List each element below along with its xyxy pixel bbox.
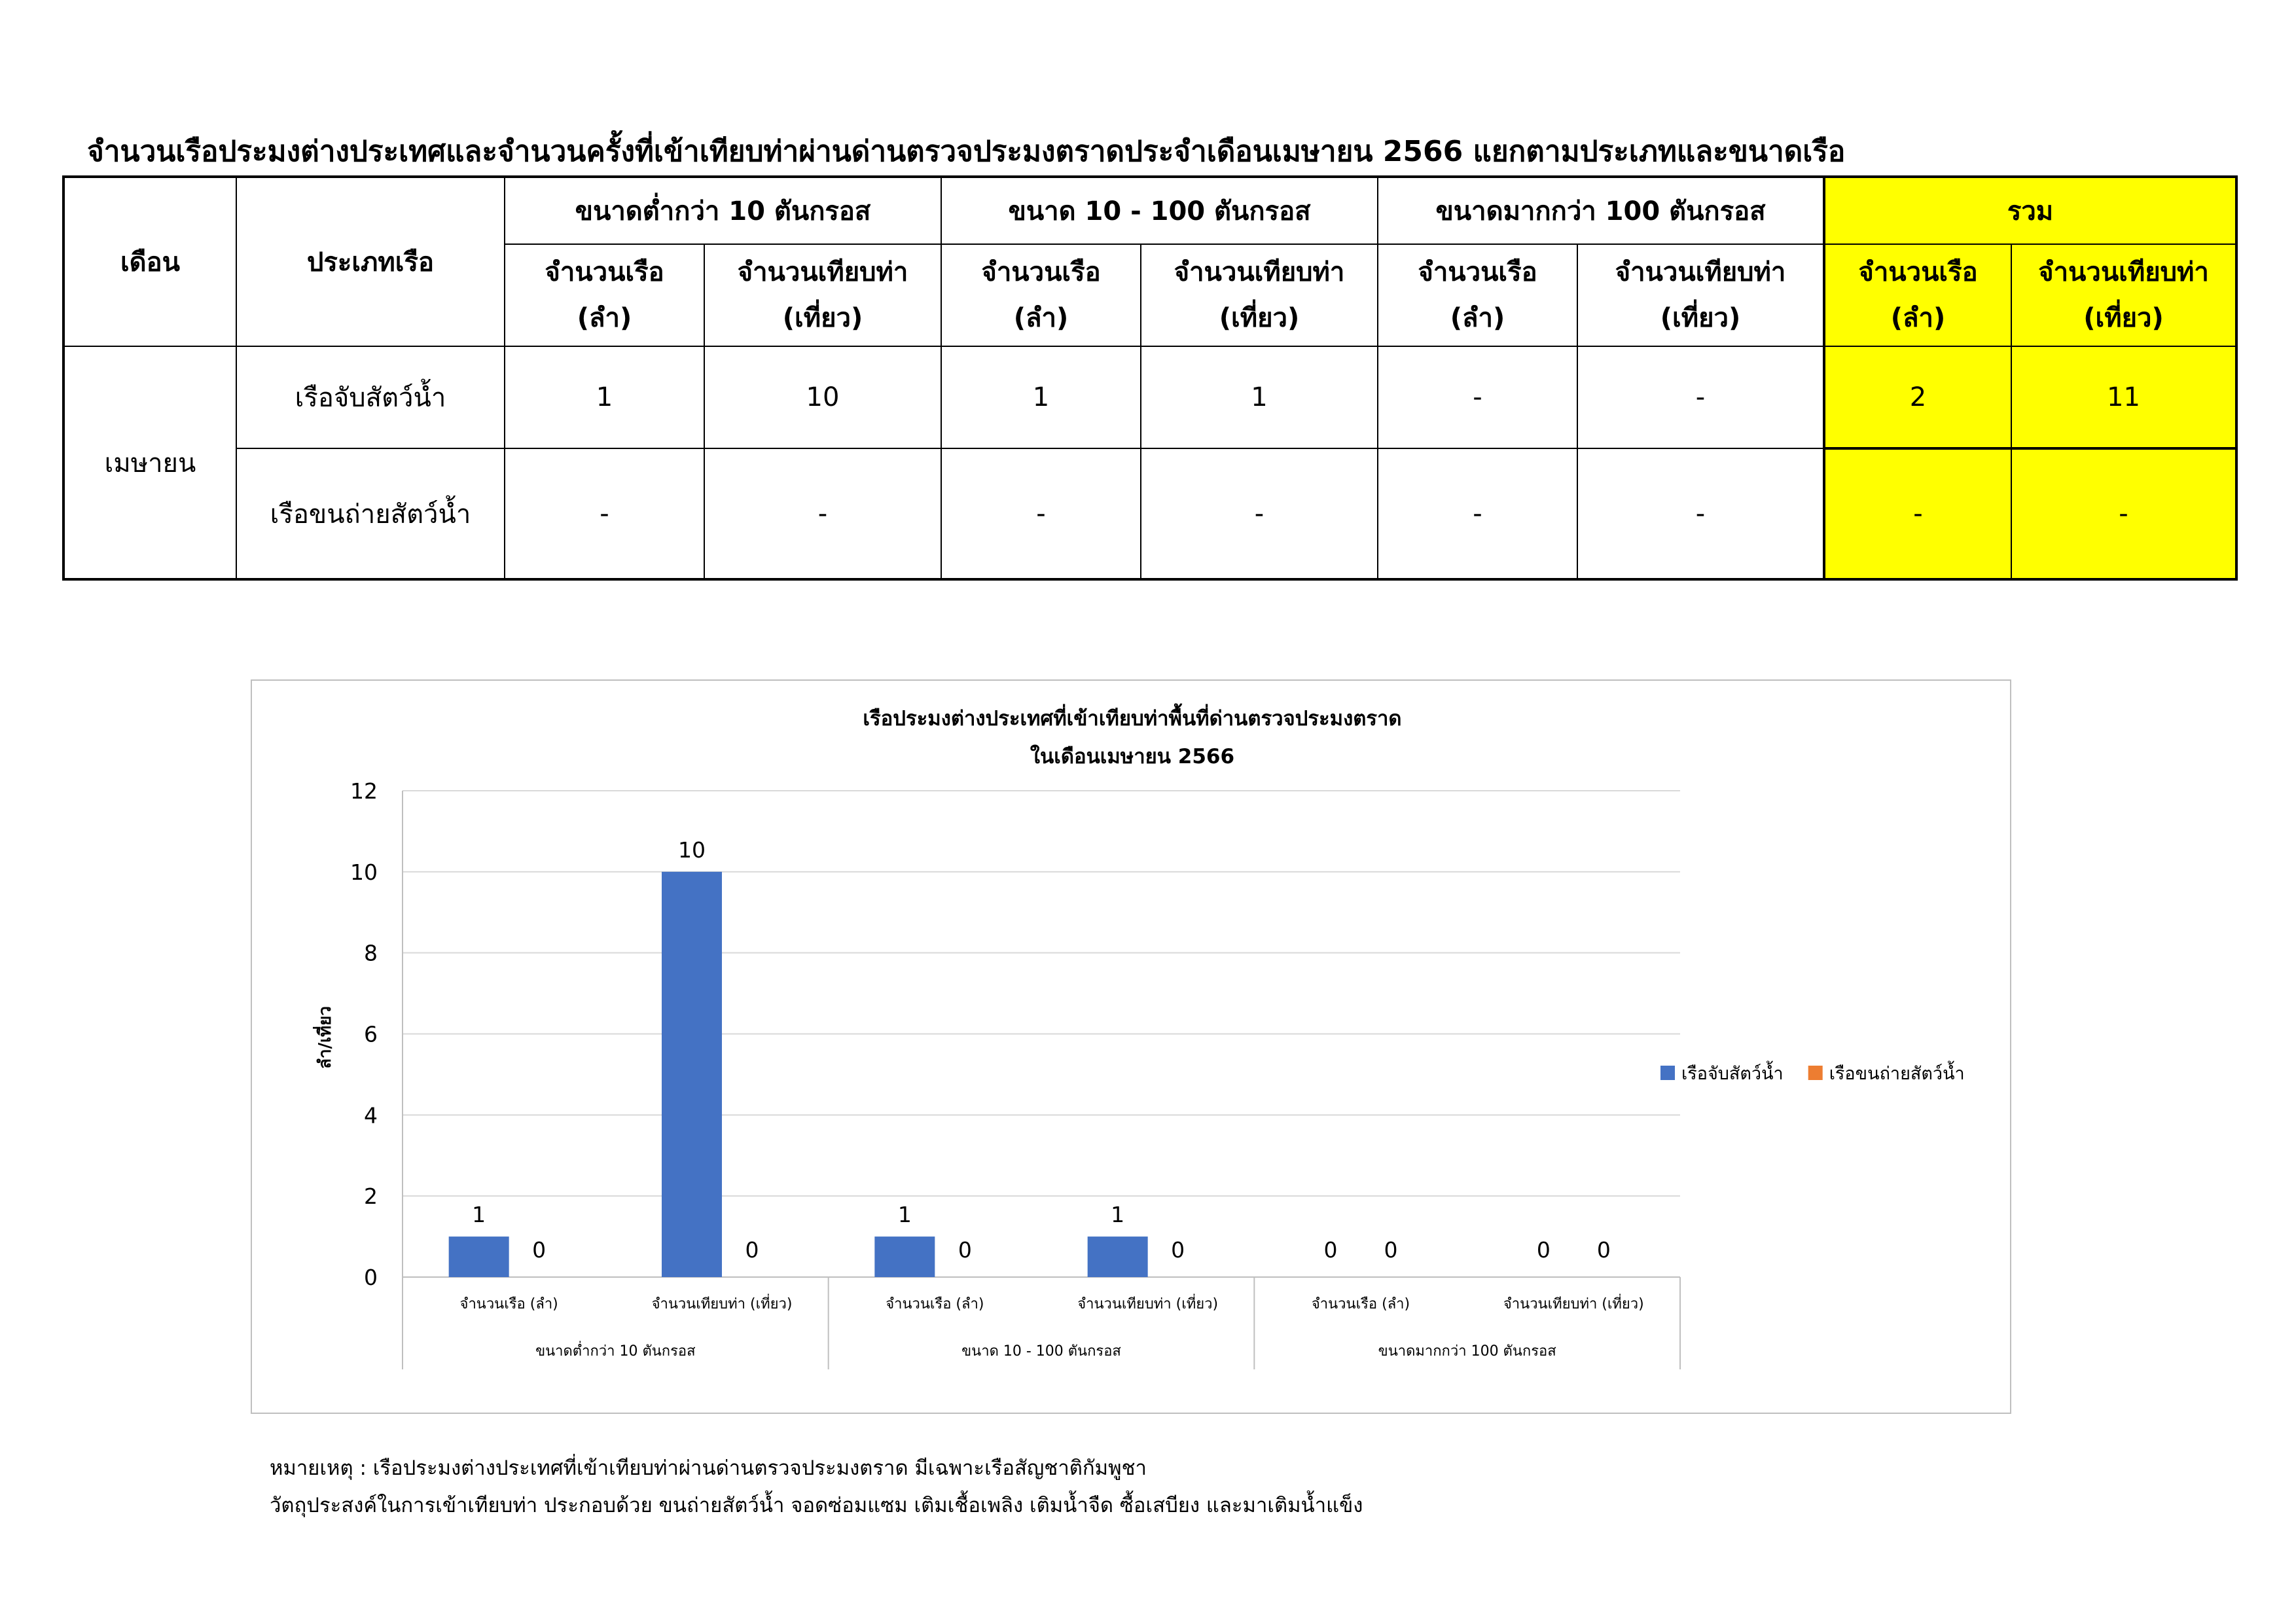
legend-label: เรือขนถ่ายสัตว์น้ำ: [1829, 1064, 1965, 1084]
subheader-trips-total: จำนวนเทียบท่า (เที่ยว): [2011, 244, 2236, 346]
bar-fishing: [449, 1236, 509, 1277]
table-cell: 1: [505, 346, 704, 448]
y-tick-label: 8: [364, 940, 378, 966]
data-label: 1: [1111, 1202, 1125, 1228]
table-cell: 10: [704, 346, 941, 448]
bar-fishing: [874, 1236, 935, 1277]
month-cell: เมษายน: [63, 346, 236, 579]
chart-title: เรือประมงต่างประเทศที่เข้าเทียบท่าพื้นที่ด่านตรวจประมงตราด: [863, 707, 1402, 731]
y-tick-label: 6: [364, 1021, 378, 1047]
x-tick-label: จำนวนเทียบท่า (เที่ยว): [1077, 1296, 1219, 1312]
table-cell: -: [1378, 448, 1577, 579]
row-type-fishing: เรือจับสัตว์น้ำ: [236, 346, 505, 448]
data-label: 0: [1171, 1237, 1185, 1263]
bar-chart: [251, 679, 2011, 1414]
subheader-boats: จำนวนเรือ (ลำ): [1378, 244, 1577, 346]
footnote: [270, 1450, 2168, 1525]
table-cell: -: [704, 448, 941, 579]
data-label: 0: [1384, 1237, 1398, 1263]
table-cell: -: [1141, 448, 1378, 579]
footnote-line-1: หมายเหตุ : เรือประมงต่างประเทศที่เข้าเทียบท่าผ่านด่านตรวจประมงตราด มีเฉพาะเรือสัญชาติกัมพูชา: [270, 1456, 1147, 1480]
subheader-boats: จำนวนเรือ (ลำ): [941, 244, 1141, 346]
header-group-total: รวม: [1824, 177, 2236, 244]
table-cell: -: [941, 448, 1141, 579]
y-tick-label: 0: [364, 1265, 378, 1290]
y-tick-label: 4: [364, 1102, 378, 1128]
table-cell: -: [1577, 448, 1824, 579]
data-label: 0: [745, 1237, 759, 1263]
subheader-boats: จำนวนเรือ (ลำ): [505, 244, 704, 346]
header-group-large: ขนาดมากกว่า 100 ตันกรอส: [1378, 177, 1824, 244]
subheader-boats-total: จำนวนเรือ (ลำ): [1824, 244, 2011, 346]
y-tick-label: 10: [350, 859, 378, 885]
data-label: 0: [1323, 1237, 1338, 1263]
x-tick-label: จำนวนเทียบท่า (เที่ยว): [1503, 1296, 1644, 1312]
x-tick-label: จำนวนเรือ (ลำ): [459, 1296, 558, 1312]
table-cell: -: [1378, 346, 1577, 448]
page-title: จำนวนเรือประมงต่างประเทศและจำนวนครั้งที่เข้าเทียบท่าผ่านด่านตรวจประมงตราดประจำเดือนเมษายน 2566 แยกตามประเภทและขนาดเรือ: [87, 135, 1846, 168]
x-tick-label: จำนวนเรือ (ลำ): [886, 1296, 984, 1312]
data-label: 1: [472, 1202, 486, 1228]
x-group-label: ขนาด 10 - 100 ตันกรอส: [961, 1343, 1121, 1360]
data-label: 10: [678, 837, 706, 863]
statistics-table: [62, 175, 2238, 581]
subheader-trips: จำนวนเทียบท่า (เที่ยว): [1577, 244, 1824, 346]
total-cell: -: [2011, 448, 2236, 579]
bar-fishing: [662, 872, 722, 1277]
y-axis-label: ลำ/เที่ยว: [315, 1006, 335, 1069]
x-group-label: ขนาดมากกว่า 100 ตันกรอส: [1378, 1343, 1556, 1360]
x-tick-label: จำนวนเทียบท่า (เที่ยว): [651, 1296, 793, 1312]
header-month: เดือน: [63, 177, 236, 346]
header-group-medium: ขนาด 10 - 100 ตันกรอส: [941, 177, 1378, 244]
y-tick-label: 12: [350, 778, 378, 804]
table-cell: 1: [1141, 346, 1378, 448]
total-cell: -: [1824, 448, 2011, 579]
bar-fishing: [1088, 1236, 1148, 1277]
x-group-label: ขนาดต่ำกว่า 10 ตันกรอส: [535, 1343, 696, 1360]
table-cell: -: [1577, 346, 1824, 448]
footnote-line-2: วัตถุประสงค์ในการเข้าเทียบท่า ประกอบด้วย ขนถ่ายสัตว์น้ำ จอดซ่อมแซม เติมเชื้อเพลิง เติมน้ำจืด ซื้อเสบียง และมาเติมน้ำแข็ง: [270, 1494, 1363, 1517]
header-group-small: ขนาดต่ำกว่า 10 ตันกรอส: [505, 177, 941, 244]
data-label: 0: [1536, 1237, 1551, 1263]
subheader-trips: จำนวนเทียบท่า (เที่ยว): [1141, 244, 1378, 346]
x-tick-label: จำนวนเรือ (ลำ): [1311, 1296, 1410, 1312]
data-label: 1: [897, 1202, 912, 1228]
chart-canvas: [252, 681, 2013, 1415]
subheader-trips: จำนวนเทียบท่า (เที่ยว): [704, 244, 941, 346]
data-label: 0: [532, 1237, 547, 1263]
total-cell: 11: [2011, 346, 2236, 448]
data-label: 0: [958, 1237, 972, 1263]
chart-subtitle: ในเดือนเมษายน 2566: [1030, 745, 1235, 768]
row-type-transshipment: เรือขนถ่ายสัตว์น้ำ: [236, 448, 505, 579]
legend-swatch: [1660, 1066, 1675, 1080]
y-tick-label: 2: [364, 1183, 378, 1210]
table-cell: 1: [941, 346, 1141, 448]
table-cell: -: [505, 448, 704, 579]
header-boat-type: ประเภทเรือ: [236, 177, 505, 346]
legend-label: เรือจับสัตว์น้ำ: [1681, 1064, 1784, 1084]
total-cell: 2: [1824, 346, 2011, 448]
legend-swatch: [1808, 1066, 1823, 1080]
data-label: 0: [1596, 1237, 1611, 1263]
